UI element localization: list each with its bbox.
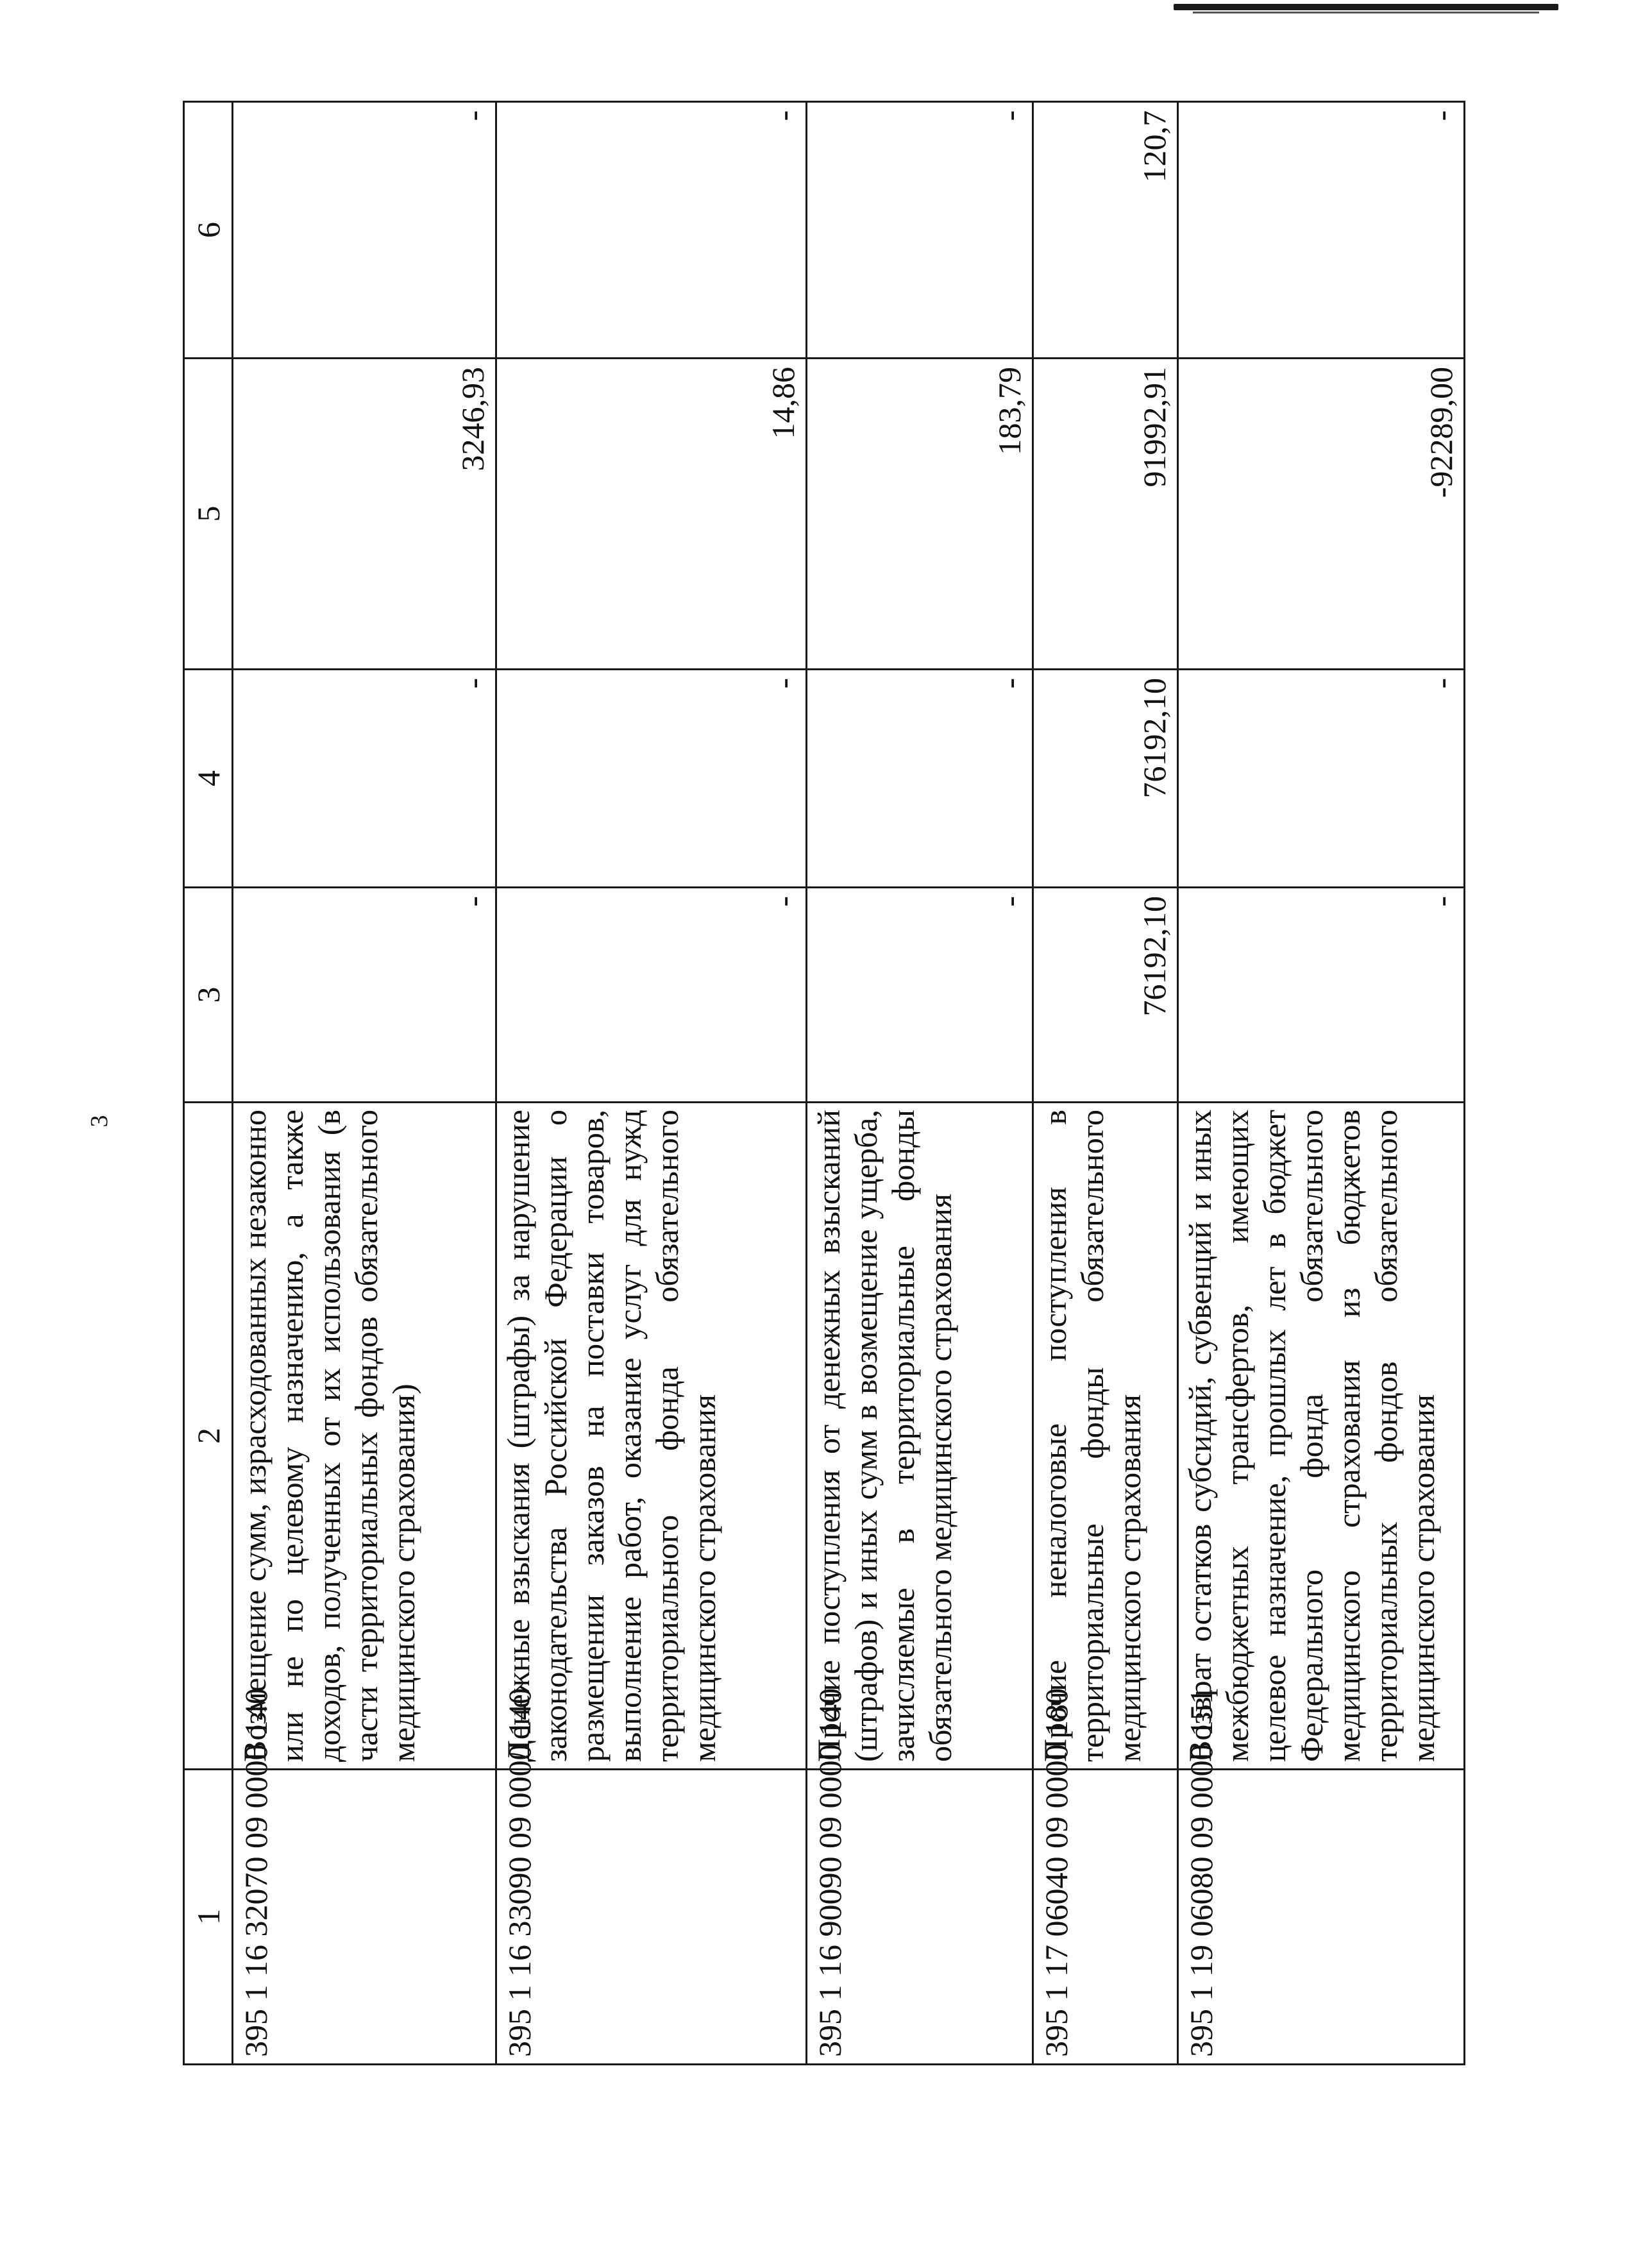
- header-cell-2: 2: [184, 1103, 233, 1770]
- header-cell-3: 3: [184, 888, 233, 1103]
- value-col4: -: [1178, 670, 1465, 888]
- budget-code: 395 1 19 06080 09 0000 151: [1178, 1770, 1465, 2065]
- value-col5: 183,79: [807, 359, 1033, 670]
- row-description: Возврат остатков субсидий, субвенций и иных межбюджетных трансфертов, имеющих целевое назначение, прошлых лет в бюджет Федерального фонда обязательного медицинского страхования из бюджетов территориальных фондов обязательного медицинского страхования: [1178, 1103, 1465, 1770]
- value-col3: -: [807, 888, 1033, 1103]
- value-col4: 76192,10: [1033, 670, 1178, 888]
- header-cell-6: 6: [184, 102, 233, 359]
- value-col6: 120,7: [1033, 102, 1178, 359]
- row-description: Прочие неналоговые поступления в территориальные фонды обязательного медицинского страхования: [1033, 1103, 1178, 1770]
- revenue-table: [183, 101, 1465, 2065]
- table-row: [233, 102, 496, 2065]
- table-row: [496, 102, 806, 2065]
- value-col5: 14,86: [496, 359, 806, 670]
- budget-code: 395 1 17 06040 09 0000 180: [1033, 1770, 1178, 2065]
- value-col5: -92289,00: [1178, 359, 1465, 670]
- header-cell-1: 1: [184, 1770, 233, 2065]
- budget-code: 395 1 16 90090 09 0000 140: [807, 1770, 1033, 2065]
- header-cell-4: 4: [184, 670, 233, 888]
- value-col5: 91992,91: [1033, 359, 1178, 670]
- value-col6: -: [807, 102, 1033, 359]
- table-row: [807, 102, 1033, 2065]
- table-wrapper: [183, 103, 1465, 2065]
- budget-code: 395 1 16 33090 09 0000 140: [496, 1770, 806, 2065]
- value-col3: -: [1178, 888, 1465, 1103]
- scan-edge-line: [1193, 12, 1539, 13]
- page-number: 3: [86, 1115, 113, 1128]
- header-cell-5: 5: [184, 359, 233, 670]
- row-description: Возмещение сумм, израсходованных незаконно или не по целевому назначению, а также доходов, полученных от их использования (в части территориальных фондов обязательного медицинского страхования): [233, 1103, 496, 1770]
- header-row: [184, 102, 233, 2065]
- value-col4: -: [233, 670, 496, 888]
- table-row: [1033, 102, 1178, 2065]
- value-col3: -: [496, 888, 806, 1103]
- value-col5: 3246,93: [233, 359, 496, 670]
- row-description: Прочие поступления от денежных взысканий (штрафов) и иных сумм в возмещение ущерба, зачисляемые в территориальные фонды обязательного медицинского страхования: [807, 1103, 1033, 1770]
- value-col3: -: [233, 888, 496, 1103]
- row-description: Денежные взыскания (штрафы) за нарушение законодательства Российской Федерации о размещении заказов на поставки товаров, выполнение работ, оказание услуг для нужд территориального фонда обязательного медицинского страхования: [496, 1103, 806, 1770]
- value-col4: -: [807, 670, 1033, 888]
- value-col6: -: [233, 102, 496, 359]
- table-row: [1178, 102, 1465, 2065]
- rotated-table-container: [183, 103, 1465, 2065]
- value-col4: -: [496, 670, 806, 888]
- scan-edge-mark: [1174, 4, 1558, 10]
- value-col6: -: [1178, 102, 1465, 359]
- value-col3: 76192,10: [1033, 888, 1178, 1103]
- budget-code: 395 1 16 32070 09 0000 140: [233, 1770, 496, 2065]
- value-col6: -: [496, 102, 806, 359]
